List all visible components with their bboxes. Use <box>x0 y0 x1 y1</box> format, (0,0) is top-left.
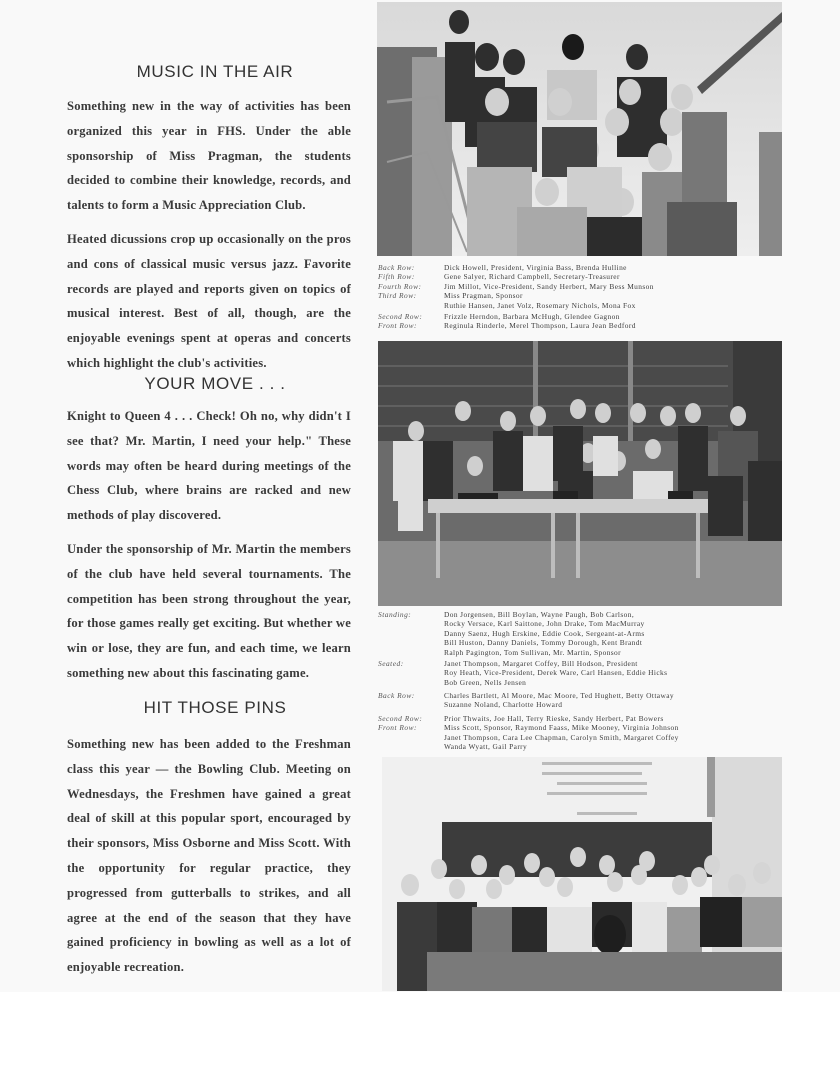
row-names: Gene Salyer, Richard Campbell, Secretary-Treasurer <box>444 272 620 282</box>
music-paragraph-2: Heated dicussions crop up occasionally on the pros and cons of classical music versus jazz. Favorite records are played and reports given on topics of musical interest. Best of all, though, are the enjoyable evenings spent at operas and concerts which highlight the club's activities. <box>67 231 351 370</box>
caption-row <box>378 714 778 723</box>
music-club-heading: MUSIC IN THE AIR <box>136 62 294 81</box>
row-names: Miss Scott, Sponsor, Raymond Faass, Mike Mooney, Virginia Johnson Janet Thompson, Cara Lee Chapman, Carolyn Smith, Margaret Coffey Wanda Wyatt, Gail Parry <box>444 723 679 752</box>
row-label: Back Row: <box>378 691 415 700</box>
row-names: Miss Pragman, Sponsor Ruthie Hansen, Janet Volz, Rosemary Nichols, Mona Fox <box>444 291 636 310</box>
music-club-caption <box>378 263 778 331</box>
caption-row <box>378 282 778 291</box>
chess-club-caption <box>378 610 778 687</box>
group-photo-image <box>378 341 782 606</box>
row-names: Frizzle Herndon, Barbara McHugh, Glendee Gagnon <box>444 312 620 322</box>
row-label: Fourth Row: <box>378 281 422 291</box>
caption-row <box>378 272 778 281</box>
chess-club-heading: YOUR MOVE . . . <box>144 374 286 393</box>
music-club-text <box>67 94 351 376</box>
row-names: Prior Thwaits, Joe Hall, Terry Rieske, Sandy Herbert, Pat Bowers <box>444 713 664 723</box>
row-label: Back Row: <box>378 263 415 272</box>
bowling-club-text <box>67 732 351 980</box>
caption-row <box>378 610 778 657</box>
row-names: Reginula Rinderle, Merel Thompson, Laura Jean Bedford <box>444 321 636 331</box>
bowling-paragraph-1: Something new has been added to the Freshman class this year — the Bowling Club. Meeting on Wednesdays, the Freshmen have gained a great deal of skill at this popular sport, encouraged by their sponsors, Miss Osborne and Miss Scott. With the opportunity for regular practice, they progressed from gutterballs to strikes, and all agree at the end of the season that they have gained proficiency in bowling as well as a lot of enjoyable recreation. <box>67 737 351 975</box>
caption-row <box>378 291 778 310</box>
row-names: Charles Bartlett, Al Moore, Mac Moore, Ted Hughett, Betty Ottaway Suzanne Noland, Charlotte Howard <box>444 691 674 710</box>
chess-paragraph-2: Under the sponsorship of Mr. Martin the members of the club have held several tournaments. The competition has been strong throughout the year, for those games really get exciting. But whether we win or lose, they are fun, and each time, we learn something new about this fascinating game. <box>67 541 351 680</box>
caption-row <box>378 312 778 321</box>
row-label: Front Row: <box>378 723 418 733</box>
row-names: Don Jorgensen, Bill Boylan, Wayne Paugh, Bob Carlson, Rocky Versace, Karl Saittone, John Drake, Tom MacMurray Danny Saenz, Hugh Erskine, Eddie Cook, Sergeant-at-Arms Bill Huston, Danny Daniels, Tommy Dorough, Kent Brandt Ralph Pagington, Tom Sullivan, Mr. Martin, Sponsor <box>444 610 645 657</box>
chess-club-text <box>67 404 351 686</box>
music-club-photo <box>377 2 782 256</box>
row-names: Dick Howell, President, Virginia Bass, Brenda Hulline <box>444 263 627 272</box>
bowling-club-heading: HIT THOSE PINS <box>143 698 287 717</box>
row-label: Fifth Row: <box>378 272 415 282</box>
caption-row <box>378 263 778 272</box>
chess-club-photo <box>378 341 782 606</box>
bowling-club-photo <box>382 757 782 991</box>
caption-row <box>378 691 778 710</box>
group-photo-image <box>382 757 782 991</box>
row-label: Third Row: <box>378 291 417 301</box>
row-label: Front Row: <box>378 321 418 331</box>
row-names: Janet Thompson, Margaret Coffey, Bill Hodson, President Roy Heath, Vice-President, Derek Ware, Carl Hansen, Eddie Hicks Bob Green, Nells Jensen <box>444 659 668 687</box>
caption-row <box>378 659 778 687</box>
row-names: Jim Millot, Vice-President, Sandy Herbert, Mary Bess Munson <box>444 281 654 291</box>
row-label: Standing: <box>378 610 412 619</box>
row-label: Second Row: <box>378 713 423 723</box>
chess-paragraph-1: Knight to Queen 4 . . . Check! Oh no, why didn't I see that? Mr. Martin, I need your help." These words may often be heard during meetings of the Chess Club, where brains are racked and new methods of play discovered. <box>67 409 351 523</box>
bowling-club-caption <box>378 691 778 751</box>
row-label: Seated: <box>378 659 404 669</box>
caption-row <box>378 723 778 751</box>
caption-row <box>378 321 778 330</box>
row-label: Second Row: <box>378 312 423 322</box>
group-photo-image <box>377 2 782 256</box>
music-paragraph-1: Something new in the way of activities has been organized this year in FHS. Under the able sponsorship of Miss Pragman, the students decided to combine their knowledge, records, and talents to form a Music Appreciation Club. <box>67 99 351 213</box>
